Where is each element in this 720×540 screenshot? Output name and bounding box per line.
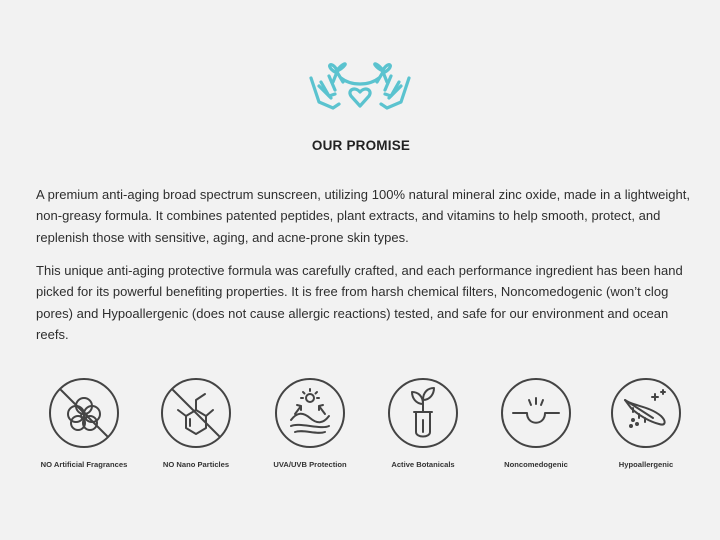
plant-test-tube-icon <box>386 376 460 450</box>
formula-paragraph: This unique anti-aging protective formula was carefully crafted, and each performance ingredient has been hand picked for its powerful benefiting properties. It is free from harsh chemical filters, Noncomedogenic (won’t clog pores) and Hypoallergenic (does not cause allergic reactions) tested, and safe for our environment and ocean reefs. <box>36 263 683 342</box>
feature-no-fragrance <box>24 376 144 476</box>
clear-pore-icon <box>499 376 573 450</box>
intro-paragraph: A premium anti-aging broad spectrum sunscreen, utilizing 100% natural mineral zinc oxide, made in a lightweight, non-greasy formula. It combines patented peptides, plant extracts, and vitamins to help smooth, protect, and replenish those with sensitive, aging, and acne-prone skin types. <box>36 187 691 245</box>
hands-heart-icon <box>305 56 415 116</box>
feature-label: Hypoallergenic <box>618 460 674 469</box>
feature-label: Active Botanicals <box>391 460 455 469</box>
feature-label: NO Artificial Fragrances <box>40 460 128 469</box>
section-title: OUR PROMISE <box>311 138 411 153</box>
sun-protection-icon <box>273 376 347 450</box>
feature-no-nano <box>136 376 256 476</box>
feature-label: Noncomedogenic <box>504 460 568 469</box>
feature-label: NO Nano Particles <box>162 460 230 469</box>
feature-noncomedogenic <box>476 376 596 476</box>
no-nano-molecule-icon <box>159 376 233 450</box>
feather-sparkle-icon <box>609 376 683 450</box>
no-fragrance-flower-icon <box>47 376 121 450</box>
feature-uv-protection <box>250 376 370 476</box>
feature-label: UVA/UVB Protection <box>273 460 347 469</box>
feature-botanicals <box>363 376 483 476</box>
features-row <box>0 376 720 486</box>
feature-hypoallergenic <box>586 376 706 476</box>
